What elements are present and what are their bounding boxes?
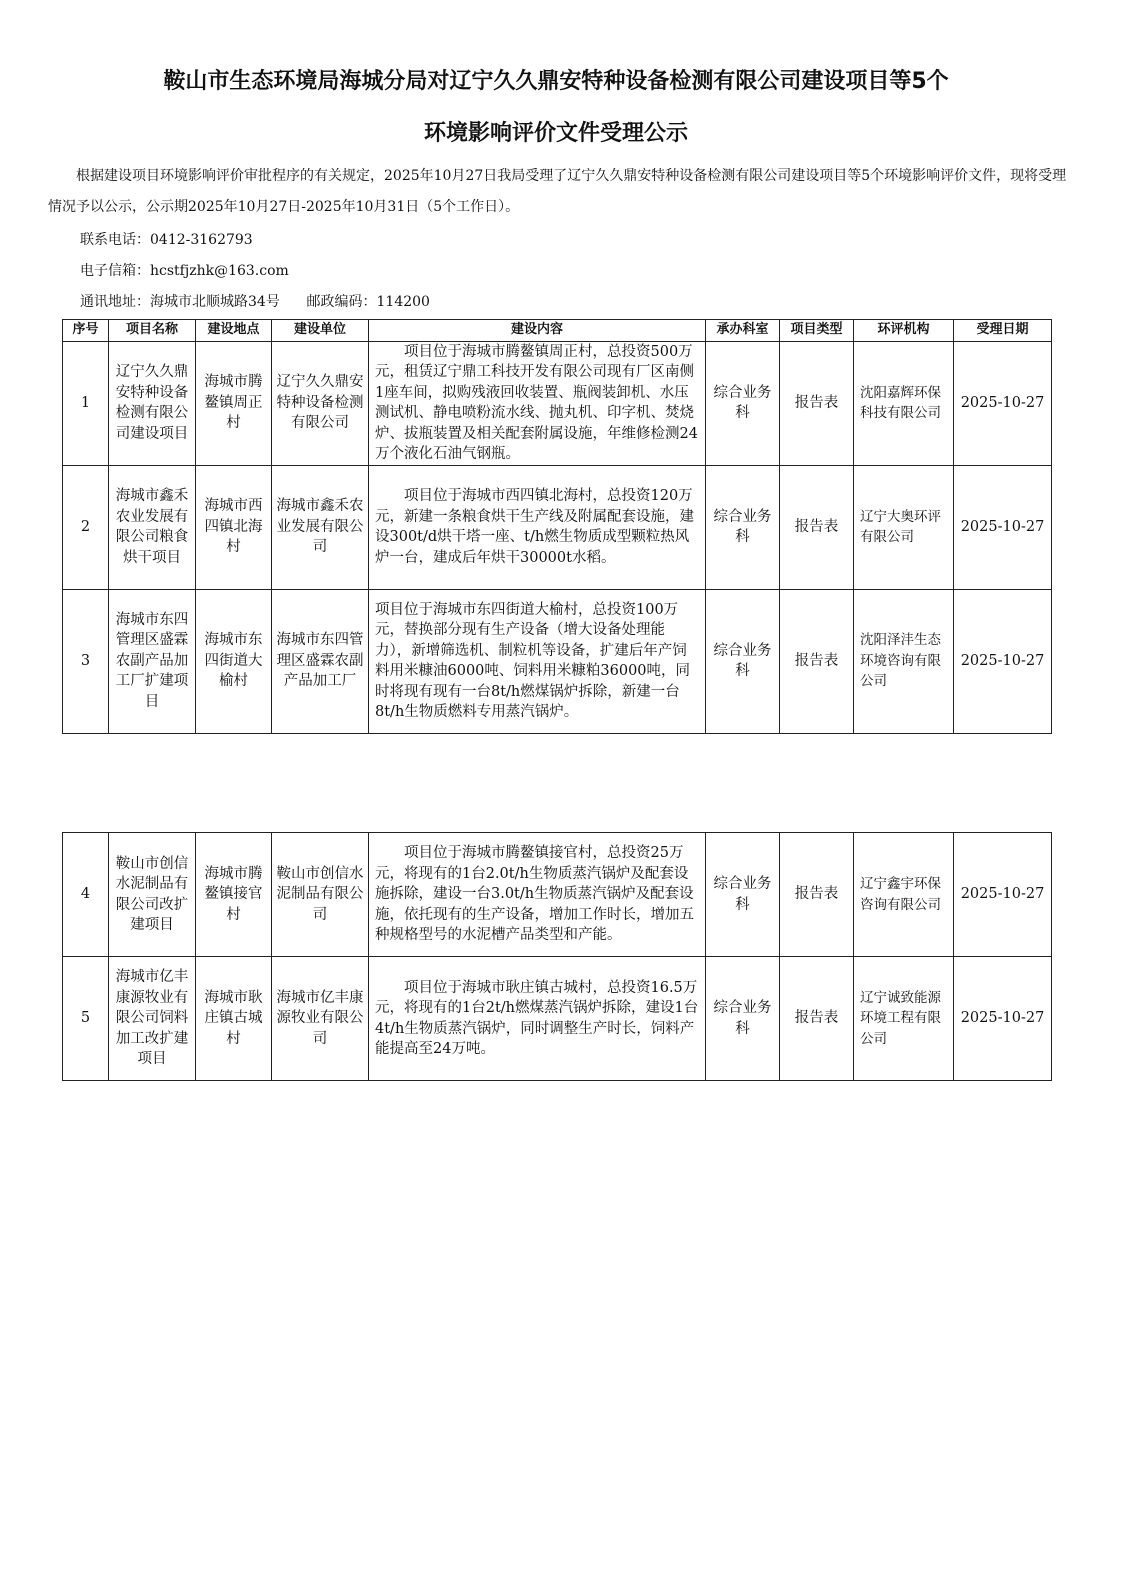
cell-date: 2025-10-27 — [954, 833, 1052, 957]
table-row — [63, 589, 1052, 733]
cell-site: 海城市腾鳌镇周正村 — [196, 341, 272, 465]
header-date: 受理日期 — [954, 320, 1052, 342]
cell-name: 辽宁久久鼎安特种设备检测有限公司建设项目 — [109, 341, 196, 465]
cell-org: 沈阳嘉辉环保科技有限公司 — [854, 341, 954, 465]
cell-no: 4 — [63, 833, 109, 957]
cell-dept: 综合业务科 — [706, 341, 780, 465]
contact-phone: 联系电话：0412-3162793 — [80, 232, 253, 248]
cell-org: 辽宁诚致能源环境工程有限公司 — [854, 957, 954, 1081]
cell-unit: 海城市亿丰康源牧业有限公司 — [272, 957, 369, 1081]
cell-no: 1 — [63, 341, 109, 465]
cell-content: 项目位于海城市耿庄镇古城村，总投资16.5万元，将现有的1台2t/h燃煤蒸汽锅炉拆除，建设1台4t/h生物质蒸汽锅炉，同时调整生产时长，饲料产能提高至24万吨。 — [369, 957, 706, 1081]
cell-date: 2025-10-27 — [954, 957, 1052, 1081]
header-org: 环评机构 — [854, 320, 954, 342]
header-site: 建设地点 — [196, 320, 272, 342]
cell-unit: 海城市鑫禾农业发展有限公司 — [272, 465, 369, 589]
cell-org: 辽宁鑫宇环保咨询有限公司 — [854, 833, 954, 957]
cell-org: 辽宁大奥环评有限公司 — [854, 465, 954, 589]
document-title-line1: 鞍山市生态环境局海城分局对辽宁久久鼎安特种设备检测有限公司建设项目等5个 — [163, 69, 949, 94]
cell-name: 海城市鑫禾农业发展有限公司粮食烘干项目 — [109, 465, 196, 589]
intro-paragraph: 根据建设项目环境影响评价审批程序的有关规定，2025年10月27日我局受理了辽宁久久鼎安特种设备检测有限公司建设项目等5个环境影响评价文件，现将受理情况予以公示，公示期2025年10月27日-2025年10月31日（5个工作日）。 — [48, 168, 1067, 215]
cell-site: 海城市西四镇北海村 — [196, 465, 272, 589]
contact-email: 电子信箱：hcstfjzhk@163.com — [80, 263, 289, 279]
cell-unit: 海城市东四管理区盛霖农副产品加工厂 — [272, 589, 369, 733]
header-name: 项目名称 — [109, 320, 196, 342]
document-title-line2: 环境影响评价文件受理公示 — [423, 121, 688, 146]
cell-unit: 辽宁久久鼎安特种设备检测有限公司 — [272, 341, 369, 465]
cell-date: 2025-10-27 — [954, 341, 1052, 465]
cell-org: 沈阳泽沣生态环境咨询有限公司 — [854, 589, 954, 733]
header-unit: 建设单位 — [272, 320, 369, 342]
header-content: 建设内容 — [369, 320, 706, 342]
header-dept: 承办科室 — [706, 320, 780, 342]
cell-site: 海城市腾鳌镇接官村 — [196, 833, 272, 957]
cell-dept: 综合业务科 — [706, 589, 780, 733]
cell-name: 海城市亿丰康源牧业有限公司饲料加工改扩建项目 — [109, 957, 196, 1081]
cell-type: 报告表 — [780, 465, 854, 589]
cell-dept: 综合业务科 — [706, 833, 780, 957]
cell-date: 2025-10-27 — [954, 589, 1052, 733]
cell-type: 报告表 — [780, 957, 854, 1081]
cell-no: 2 — [63, 465, 109, 589]
cell-no: 3 — [63, 589, 109, 733]
header-type: 项目类型 — [780, 320, 854, 342]
cell-content: 项目位于海城市西四镇北海村，总投资120万元，新建一条粮食烘干生产线及附属配套设施，建设300t/d烘干塔一座、t/h燃生物质成型颗粒热风炉一台，建成后年烘干30000t水稻。 — [369, 465, 706, 589]
projects-table-part2 — [62, 832, 1052, 1081]
contact-address: 通讯地址：海城市北顺城路34号 邮政编码：114200 — [80, 294, 430, 310]
cell-type: 报告表 — [780, 341, 854, 465]
cell-site: 海城市耿庄镇古城村 — [196, 957, 272, 1081]
header-no: 序号 — [63, 320, 109, 342]
table-row — [63, 833, 1052, 957]
cell-unit: 鞍山市创信水泥制品有限公司 — [272, 833, 369, 957]
cell-dept: 综合业务科 — [706, 957, 780, 1081]
table-header-row — [63, 320, 1052, 342]
cell-name: 海城市东四管理区盛霖农副产品加工厂扩建项目 — [109, 589, 196, 733]
cell-dept: 综合业务科 — [706, 465, 780, 589]
cell-date: 2025-10-27 — [954, 465, 1052, 589]
cell-name: 鞍山市创信水泥制品有限公司改扩建项目 — [109, 833, 196, 957]
cell-content: 项目位于海城市东四街道大榆村，总投资100万元，替换部分现有生产设备（增大设备处理能力），新增筛选机、制粒机等设备，扩建后年产饲料用米糠油6000吨、饲料用米糠粕36000吨，同时将现有现有一台8t/h燃煤锅炉拆除，新建一台8t/h生物质燃料专用蒸汽锅炉。 — [369, 589, 706, 733]
cell-content: 项目位于海城市腾鳌镇接官村，总投资25万元，将现有的1台2.0t/h生物质蒸汽锅炉及配套设施拆除，建设一台3.0t/h生物质蒸汽锅炉及配套设施，依托现有的生产设备，增加工作时长，增加五种规格型号的水泥槽产品类型和产能。 — [369, 833, 706, 957]
cell-type: 报告表 — [780, 589, 854, 733]
cell-site: 海城市东四街道大榆村 — [196, 589, 272, 733]
table-row — [63, 341, 1052, 465]
cell-content: 项目位于海城市腾鳌镇周正村，总投资500万元，租赁辽宁鼎工科技开发有限公司现有厂区南侧1座车间，拟购残液回收装置、瓶阀装卸机、水压测试机、静电喷粉流水线、抛丸机、印字机、焚烧炉、拔瓶装置及相关配套附属设施，年维修检测24万个液化石油气钢瓶。 — [369, 341, 706, 465]
table-row — [63, 465, 1052, 589]
table-row — [63, 957, 1052, 1081]
projects-table-part1 — [62, 319, 1052, 734]
cell-no: 5 — [63, 957, 109, 1081]
cell-type: 报告表 — [780, 833, 854, 957]
